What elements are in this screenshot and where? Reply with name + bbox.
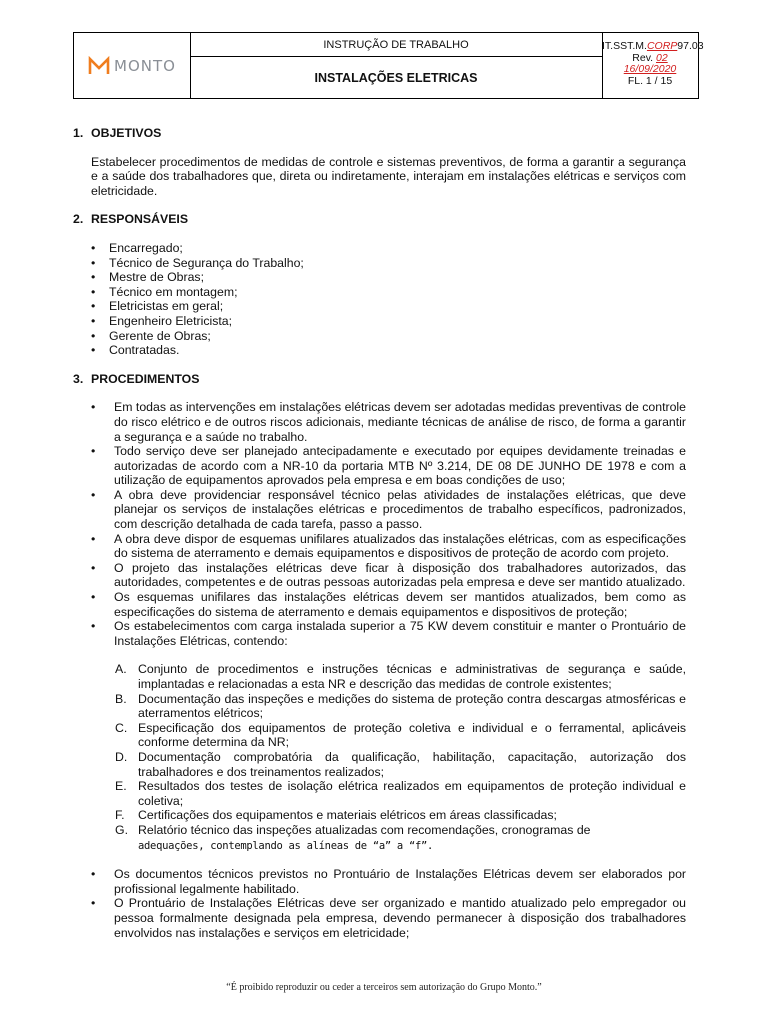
list-item: • Em todas as intervenções em instalações elétricas devem ser adotadas medidas preventivas de controle do risco elétrico e de outros riscos adicionais, mediante técnicas de análise de risco, de forma a garantir a segurança e a saúde no trabalho. xyxy=(91,400,686,444)
list-item: • A obra deve providenciar responsável técnico pelas atividades de instalações elétricas, que deve planejar os serviços de instalações elétricas e procedimentos de trabalho específicos, padronizados, com descrição detalhada de cada tarefa, passo a passo. xyxy=(91,488,686,532)
document-header xyxy=(73,32,704,99)
list-item: • Gerente de Obras; xyxy=(91,329,686,344)
alpha-item: A. Conjunto de procedimentos e instruções técnicas e administrativas de segurança e saúde, implantadas e relacionadas a esta NR e descrição das medidas de controle existentes; xyxy=(115,662,686,691)
document-body xyxy=(73,126,686,940)
doc-code: IT.SST.M.CORP97.03 xyxy=(602,40,704,52)
list-item: • Engenheiro Eletricista; xyxy=(91,314,686,329)
section-1-title: 1. OBJETIVOS xyxy=(73,126,162,140)
list-item: • A obra deve dispor de esquemas unifilares atualizados das instalações elétricas, com as especificações do sistema de aterramento e demais equipamentos e dispositivos de proteção de acordo com projeto. xyxy=(91,532,686,561)
alpha-item: C. Especificação dos equipamentos de proteção coletiva e individual e o ferramental, aplicáveis conforme determina da NR; xyxy=(115,720,686,750)
section-1-text: Estabelecer procedimentos de medidas de controle e sistemas preventivos, de forma a garantir a segurança e a saúde dos trabalhadores que, direta ou indiretamente, interajam em instalações elétricas e serviços com eletricidade. xyxy=(91,154,686,198)
alpha-item: D. Documentação comprobatória da qualificação, habilitação, capacitação, autorização dos trabalhadores e dos treinamentos realizados; xyxy=(115,749,686,779)
monto-logo-icon xyxy=(88,56,110,76)
monto-logo xyxy=(88,56,176,76)
list-item: • Encarregado; xyxy=(91,241,686,256)
alpha-item: B. Documentação das inspeções e medições do sistema de proteção contra descargas atmosféricas e aterramentos elétricos; xyxy=(115,691,686,721)
list-item: • O Prontuário de Instalações Elétricas deve ser organizado e mantido atualizado pelo empregador ou pessoa formalmente designada pela empresa, devendo permanecer à disposição dos trabalhadores envolvidos nas instalações e serviços em eletricidade; xyxy=(91,896,686,940)
list-item: • Os esquemas unifilares das instalações elétricas devem ser mantidos atualizados, bem como as especificações do sistema de aterramento e demais equipamentos e dispositivos de proteção; xyxy=(91,590,686,619)
code-red: CORP xyxy=(646,40,678,52)
doc-title: INSTALAÇÕES ELETRICAS xyxy=(314,70,478,85)
list-item: • Os estabelecimentos com carga instalada superior a 75 KW devem constituir e manter o Prontuário de Instalações Elétricas, contendo: xyxy=(91,619,686,648)
logo-cell xyxy=(74,33,191,98)
alpha-item: E. Resultados dos testes de isolação elétrica realizados em equipamentos de proteção individual e coletiva; xyxy=(115,779,686,808)
procedimentos-list xyxy=(73,400,686,648)
list-item: • Contratadas. xyxy=(91,343,686,358)
rev-number: 02 xyxy=(656,51,668,64)
section-2-title: 2. RESPONSÁVEIS xyxy=(73,212,189,227)
doc-type: INSTRUÇÃO DE TRABALHO xyxy=(190,33,602,57)
procedimentos-list-continued xyxy=(73,867,686,940)
revision-date: 16/09/2020 xyxy=(623,63,677,75)
revision: Rev. 02 xyxy=(632,51,668,64)
alpha-item: F. Certificações dos equipamentos e materiais elétricos em áreas classificadas; xyxy=(115,808,557,823)
header-title-cell xyxy=(190,33,603,98)
list-item: • Mestre de Obras; xyxy=(91,270,686,285)
list-item: • Todo serviço deve ser planejado antecipadamente e executado por equipes devidamente treinadas e autorizadas de acordo com a NR-10 da portaria MTB Nº 3.214, DE 08 DE JUNHO DE 1978 e com a utilização de equipamentos aprovados pela empresa e em boas condições de uso; xyxy=(91,444,686,488)
copyright-footer: “É proibido reproduzir ou ceder a terceiros sem autorização do Grupo Monto.” xyxy=(226,982,542,993)
list-item: • Os documentos técnicos previstos no Prontuário de Instalações Elétricas devem ser elaborados por profissional legalmente habilitado. xyxy=(91,867,686,896)
doc-code-cell xyxy=(602,33,704,98)
list-item: • Técnico em montagem; xyxy=(91,285,686,300)
section-3-title: 3. PROCEDIMENTOS xyxy=(73,371,200,386)
alpha-item: G. Relatório técnico das inspeções atualizadas com recomendações, cronogramas de adequações, contemplando as alíneas de “a” a “f”. xyxy=(115,822,591,852)
list-item: • Eletricistas em geral; xyxy=(91,299,686,314)
prontuario-contents-list xyxy=(73,662,686,853)
page-number: FL. 1 / 15 xyxy=(627,74,673,87)
list-item: • Técnico de Segurança do Trabalho; xyxy=(91,256,686,271)
logo-text: MONTO xyxy=(114,56,176,75)
responsaveis-list xyxy=(73,241,686,358)
list-item: • O projeto das instalações elétricas deve ficar à disposição dos trabalhadores autorizados, das autoridades, competentes e de outras pessoas autorizadas pela empresa e deve ser mantido atualizado. xyxy=(91,561,686,590)
